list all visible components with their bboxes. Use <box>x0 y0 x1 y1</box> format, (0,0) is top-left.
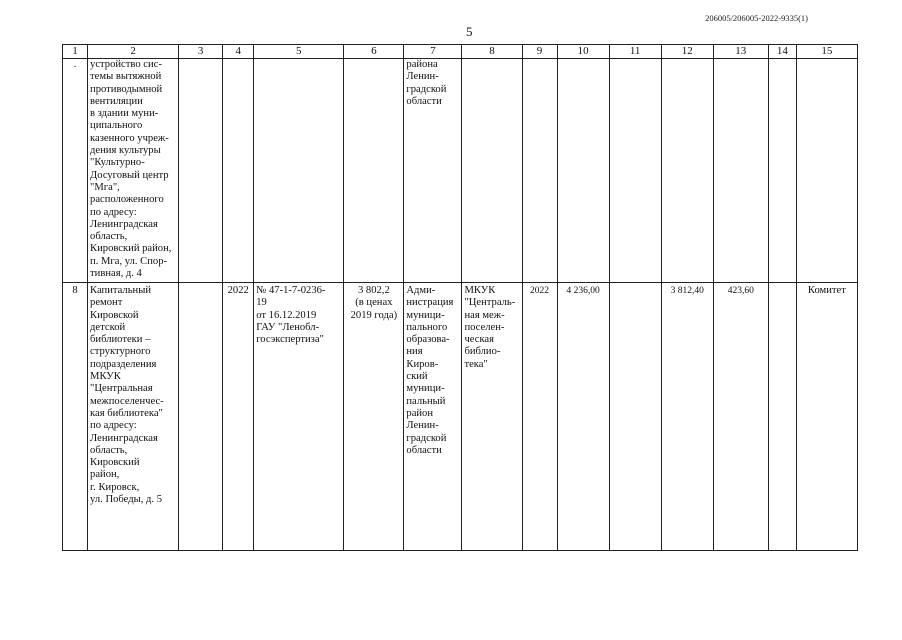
cell-c14 <box>768 59 796 283</box>
cell-c11 <box>609 59 661 283</box>
column-number: 10 <box>557 45 609 59</box>
cell-c14 <box>768 283 796 551</box>
column-number: 14 <box>768 45 796 59</box>
column-number: 11 <box>609 45 661 59</box>
cell-customer: Адми- нистрация муници- пального образова- ния Киров- ский муници- пальный район Ленин- градской области <box>404 283 462 551</box>
cell-object-description: Капитальный ремонт Кировской детской библиотеки – структурного подразделения МКУК "Центральная межпоселенчес- кая библиотека" по адресу: Ленинградская область, Кировский район, г. Кировск, ул. Победы, д. 5 <box>88 283 179 551</box>
column-number: 6 <box>344 45 404 59</box>
column-number: 2 <box>88 45 179 59</box>
column-number: 8 <box>462 45 522 59</box>
cell-customer: района Ленин- градской области <box>404 59 462 283</box>
column-number: 9 <box>522 45 557 59</box>
table-row <box>63 59 858 283</box>
column-number: 5 <box>254 45 344 59</box>
data-table <box>62 44 858 551</box>
cell-c11 <box>609 283 661 551</box>
cell-year <box>223 59 254 283</box>
cell-regional <box>661 59 713 283</box>
column-number: 3 <box>179 45 223 59</box>
cell-local: 423,60 <box>713 283 768 551</box>
cell-object-description: устройство сис- темы вытяжной противодымной вентиляции в здании муни- ципального казенного учреж- дения культуры "Культурно- Досуговый центр "Мга", расположенного по адресу: Ленинградская область, Кировский район, п. Мга, ул. Спор- тивная, д. 4 <box>88 59 179 283</box>
column-number: 1 <box>63 45 88 59</box>
cell-expertise <box>254 59 344 283</box>
cell-total <box>557 59 609 283</box>
cell-expertise: № 47-1-7-0236- 19 от 16.12.2019 ГАУ "Ленобл- госэкспертиза" <box>254 283 344 551</box>
page-number: 5 <box>466 24 473 39</box>
cell-estimate <box>344 59 404 283</box>
column-number: 7 <box>404 45 462 59</box>
column-number: 13 <box>713 45 768 59</box>
table-row <box>63 283 858 551</box>
cell-regional: 3 812,40 <box>661 283 713 551</box>
cell-year: 2022 <box>223 283 254 551</box>
cell-c3 <box>179 283 223 551</box>
column-number: 15 <box>796 45 857 59</box>
cell-index: . <box>63 59 88 283</box>
cell-recipient <box>462 59 522 283</box>
column-number-row <box>63 45 858 59</box>
column-number: 12 <box>661 45 713 59</box>
cell-local <box>713 59 768 283</box>
cell-total: 4 236,00 <box>557 283 609 551</box>
cell-year-2 <box>522 59 557 283</box>
cell-year-2: 2022 <box>522 283 557 551</box>
cell-index: 8 <box>63 283 88 551</box>
column-number: 4 <box>223 45 254 59</box>
document-code: 206005/206005-2022-9335(1) <box>705 13 808 23</box>
cell-responsible: Комитет <box>796 283 857 551</box>
cell-responsible <box>796 59 857 283</box>
cell-recipient: МКУК "Централь- ная меж- поселен- ческая библио- тека" <box>462 283 522 551</box>
cell-c3 <box>179 59 223 283</box>
cell-estimate: 3 802,2 (в ценах 2019 года) <box>344 283 404 551</box>
